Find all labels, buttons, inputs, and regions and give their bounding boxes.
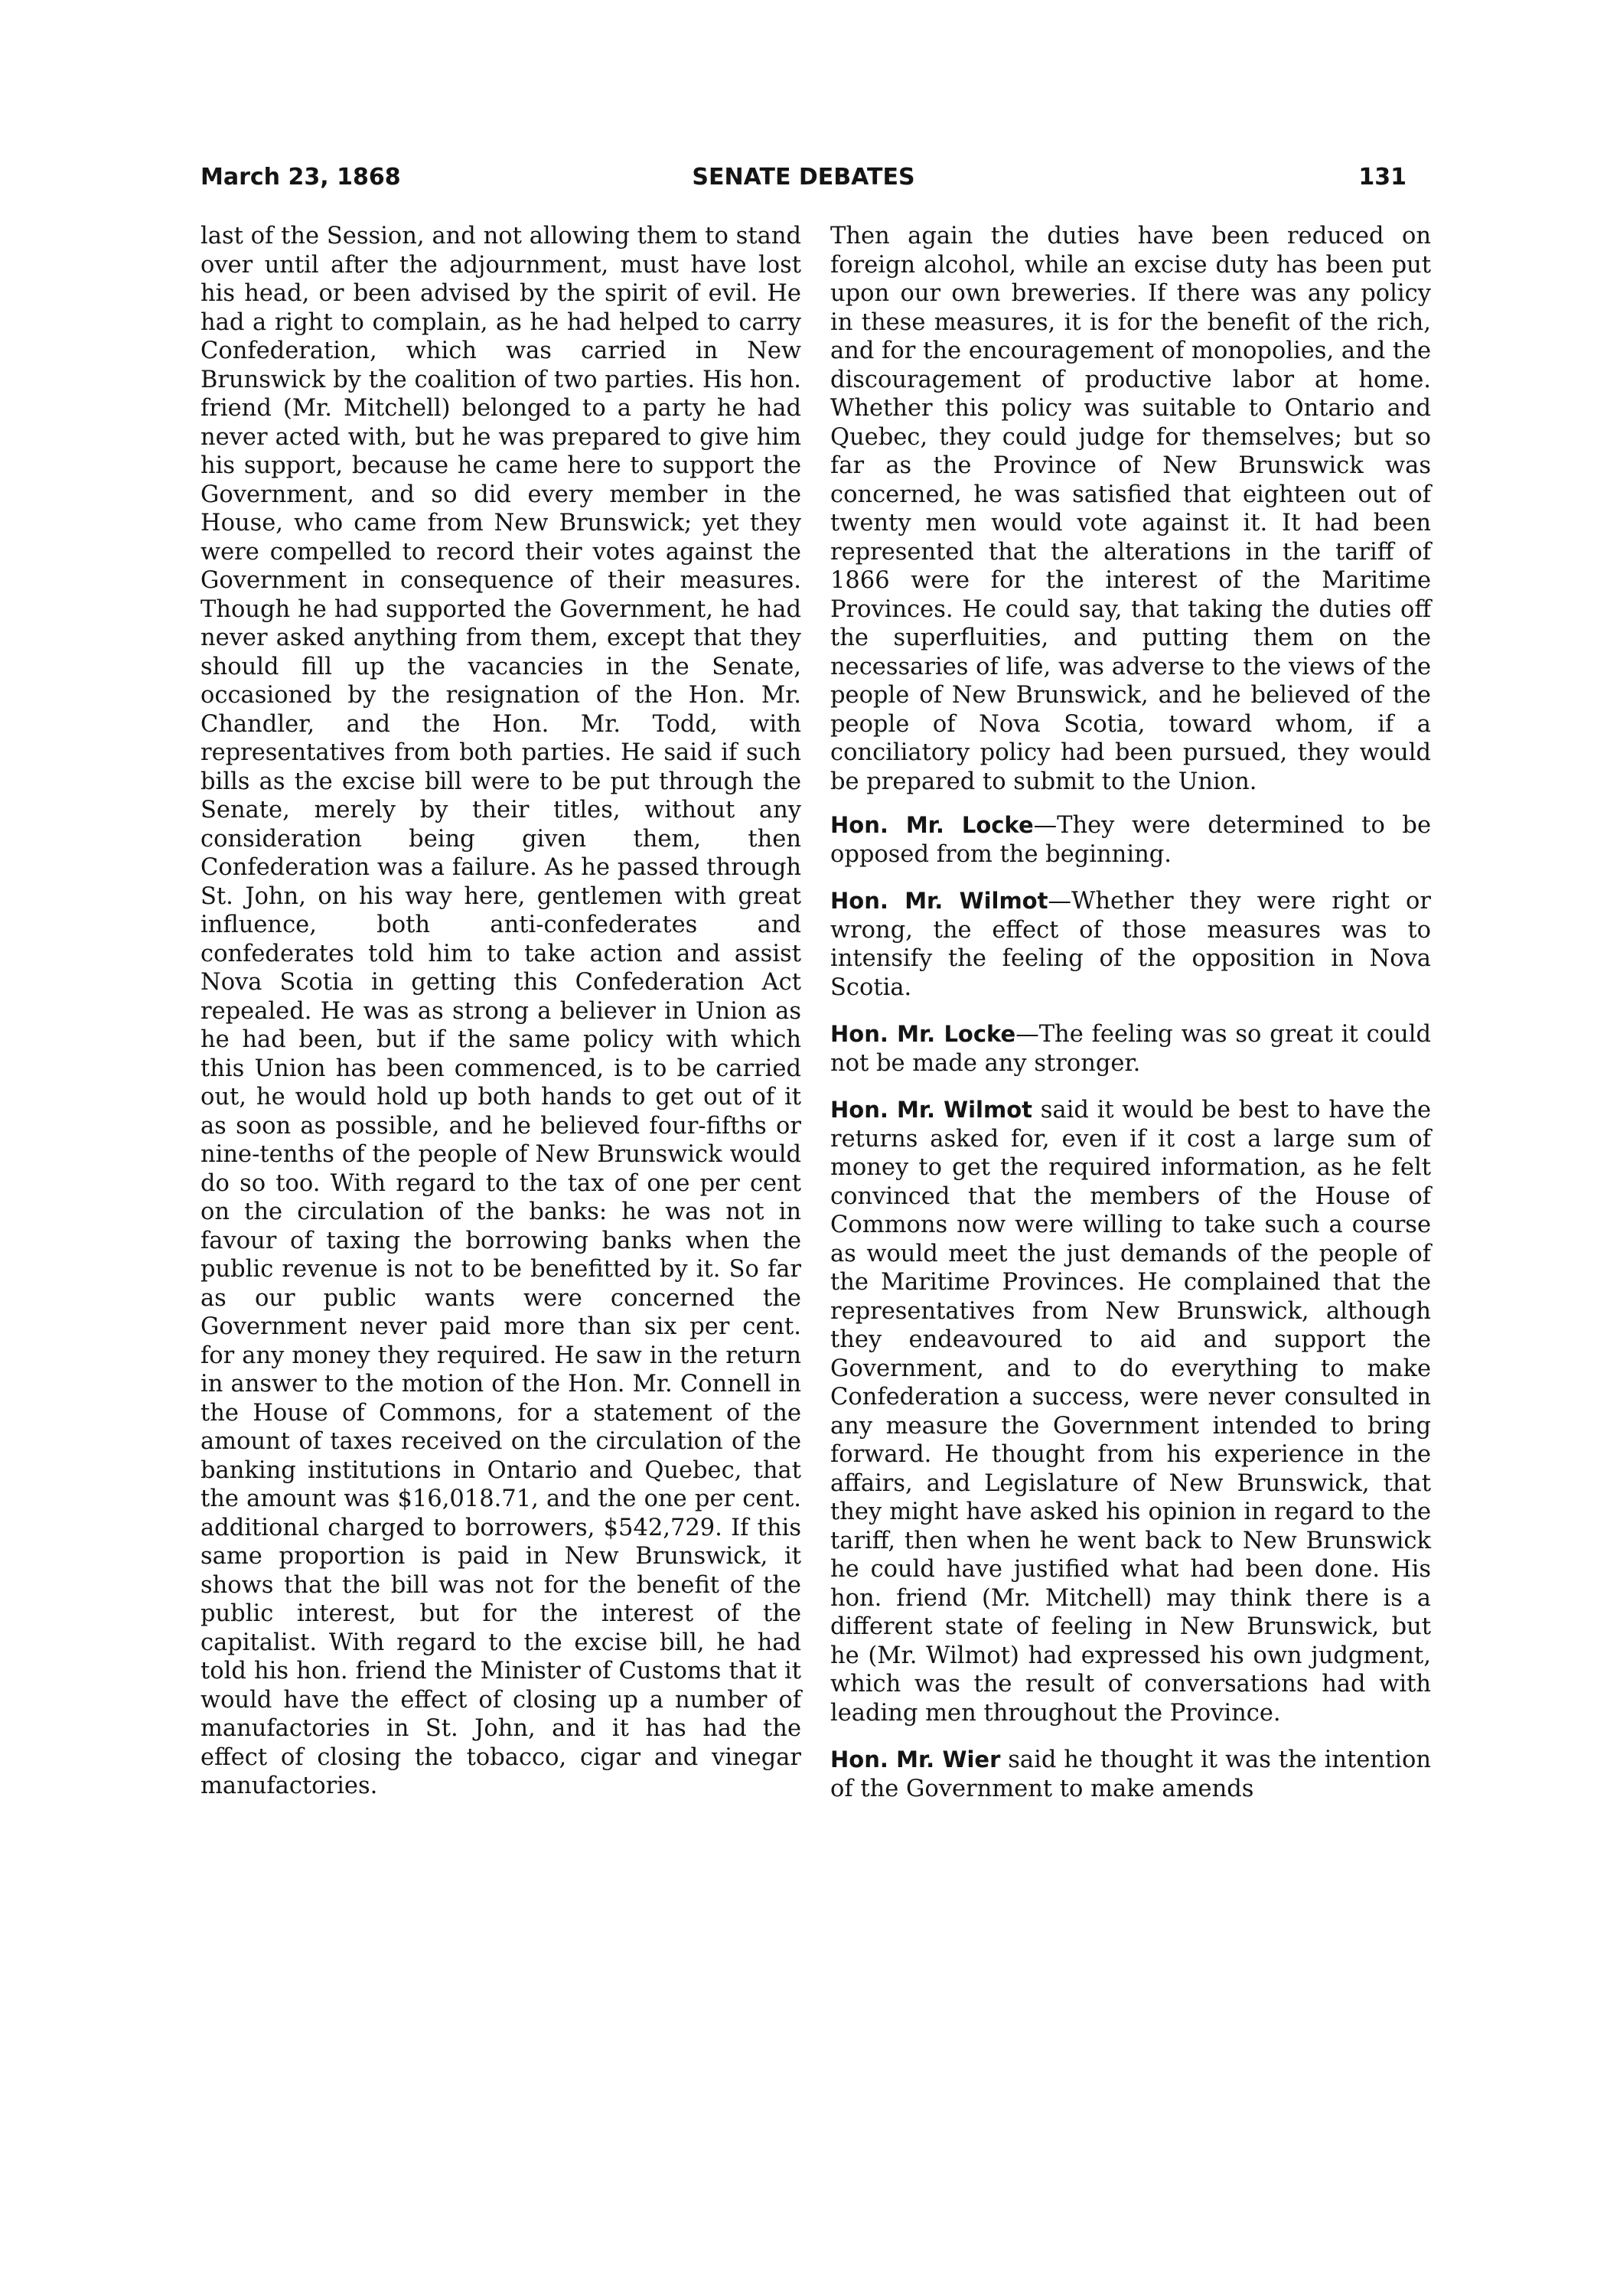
paragraph: Then again the duties have been reduced on foreign alcohol, while an excise duty has been put upon our own breweries. If there was any policy in these measures, it is for the benefit of the rich, and for the encouragement of monopolies, and the discouragement of productive labor at home. Whether this policy was suitable to Ontario and Quebec, they could judge for themselves; but so far as the Province of New Brunswick was concerned, he was satisfied that eighteen out of twenty men would vote against it. It had been represented that the alterations in the tariff of 1866 were for the interest of the Maritime Provinces. He could say, that taking the duties off the superfluities, and putting them on the necessaries of life, was adverse to the views of the people of New Brunswick, and he believed of the people of Nova Scotia, toward whom, if a conciliatory policy had been pursued, they would be prepared to submit to the Union. xyxy=(830,223,1431,795)
speech-text: said it would be best to have the returns asked for, even if it cost a large sum of money to get the required information, as he felt convinced that the members of the House of Commons now were willing to take such a course as would meet the just demands of the people of the Maritime Provinces. He complained that the representatives from New Brunswick, although they endeavoured to aid and support the Government, and to do everything to make Confederation a success, were never consulted in any measure the Government intended to bring forward. He thought from his experience in the affairs, and Legislature of New Brunswick, that they might have asked his opinion in regard to the tariff, then when he went back to New Brunswick he could have justified what had been done. His hon. friend (Mr. Mitchell) may think there is a different state of feeling in New Brunswick, but he (Mr. Wilmot) had expressed his own judgment, which was the result of conversations had with leading men throughout the Province. xyxy=(830,1097,1432,1727)
speech-text: said he thought it was the intention of the Government to make amends xyxy=(830,1746,1431,1802)
right-column xyxy=(830,222,1431,1821)
speaker-name: Hon. Mr. Wilmot xyxy=(830,1097,1033,1123)
speaker-name: Hon. Mr. Wilmot xyxy=(830,888,1048,914)
speech-wilmot-2 xyxy=(830,1096,1431,1727)
speech-text: —Whether they were right or wrong, the effect of those measures was to intensify the feeling of the opposition in Nova Scotia. xyxy=(830,888,1431,1001)
speech-text: —The feeling was so great it could not be made any stronger. xyxy=(830,1021,1431,1077)
speech-wier xyxy=(830,1746,1431,1803)
speaker-name: Hon. Mr. Wier xyxy=(830,1746,1001,1773)
header-date: March 23, 1868 xyxy=(200,164,401,191)
left-column xyxy=(200,222,801,1819)
header-title: SENATE DEBATES xyxy=(692,164,915,191)
speech-wilmot-1 xyxy=(830,887,1431,1002)
page-number: 131 xyxy=(1358,164,1407,191)
paragraph: last of the Session, and not allowing them to stand over until after the adjournment, must have lost his head, or been advised by the spirit of evil. He had a right to complain, as he had helped to carry Confederation, which was carried in New Brunswick by the coalition of two parties. His hon. friend (Mr. Mitchell) belonged to a party he had never acted with, but he was prepared to give him his support, because he came here to support the Government, and so did every member in the House, who came from New Brunswick; yet they were compelled to record their votes against the Government in consequence of their measures. Though he had supported the Government, he had never asked anything from them, except that they should fill up the vacancies in the Senate, occasioned by the resignation of the Hon. Mr. Chandler, and the Hon. Mr. Todd, with representatives from both parties. He said if such bills as the excise bill were to be put through the Senate, merely by their titles, without any consideration being given them, then Confederation was a failure. As he passed through St. John, on his way here, gentlemen with great influence, both anti-confederates and confederates told him to take action and assist Nova Scotia in getting this Confederation Act repealed. He was as strong a believer in Union as he had been, but if the same policy with which this Union has been commenced, is to be carried out, he would hold up both hands to get out of it as soon as possible, and he believed four-fifths or nine-tenths of the people of New Brunswick would do so too. With regard to the tax of one per cent on the circulation of the banks: he was not in favour of taxing the borrowing banks when the public revenue is not to be benefitted by it. So far as our public wants were concerned the Government never paid more than six per cent. for any money they required. He saw in the return in answer to the motion of the Hon. Mr. Connell in the House of Commons, for a statement of the amount of taxes received on the circulation of the banking institutions in Ontario and Quebec, that the amount was $16,018.71, and the one per cent. additional charged to borrowers, $542,729. If this same proportion is paid in New Brunswick, it shows that the bill was not for the benefit of the public interest, but for the interest of the capitalist. With regard to the excise bill, he had told his hon. friend the Minister of Customs that it would have the effect of closing up a number of manufactories in St. John, and it has had the effect of closing the tobacco, cigar and vinegar manufactories. xyxy=(200,223,801,1799)
speaker-name: Hon. Mr. Locke xyxy=(830,1021,1016,1047)
page-header xyxy=(200,161,1407,194)
speech-locke-2 xyxy=(830,1020,1431,1078)
speaker-name: Hon. Mr. Locke xyxy=(830,812,1034,838)
speech-locke-1 xyxy=(830,811,1431,869)
speech-text: —They were determined to be opposed from the beginning. xyxy=(830,812,1431,868)
